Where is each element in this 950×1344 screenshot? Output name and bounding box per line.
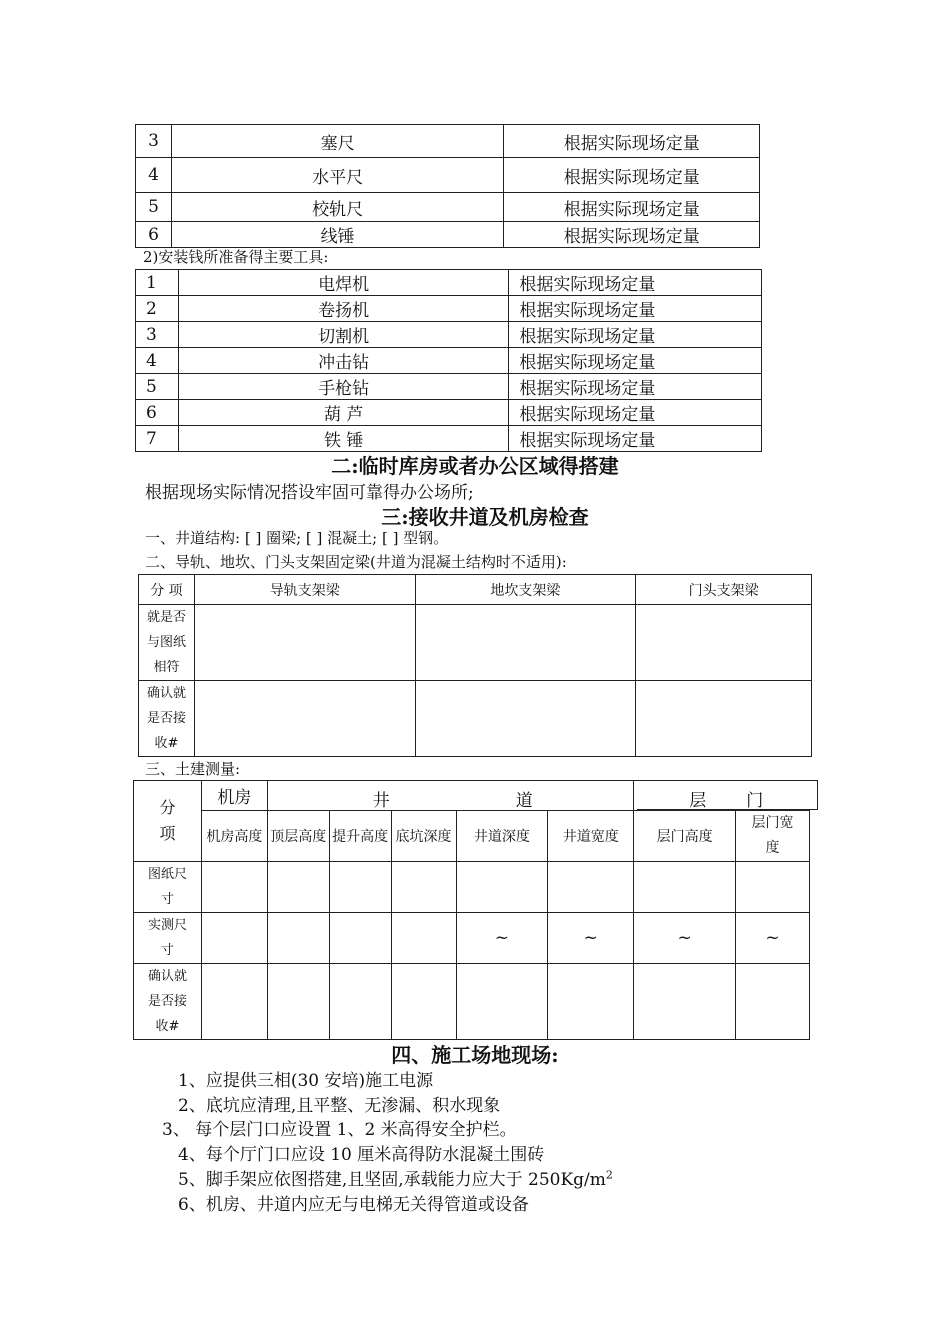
table-cell	[634, 964, 736, 1040]
header-item: 分 项	[134, 781, 202, 862]
table-row	[134, 964, 810, 1040]
row-number: 7	[136, 426, 179, 452]
table-cell	[267, 862, 329, 913]
tool-name: 葫 芦	[178, 400, 508, 426]
section2-title: 二:临时库房或者办公区域得搭建	[331, 454, 619, 478]
tool-name: 铁 锤	[178, 426, 508, 452]
beam-table	[138, 574, 812, 757]
header-sill-bracket-beam: 地坎支架梁	[415, 575, 636, 605]
table-row	[136, 158, 760, 193]
table-row	[136, 125, 760, 158]
measure-table	[133, 780, 810, 1040]
row-label: 确认就 是否接 收#	[134, 964, 202, 1040]
row-number: 5	[136, 193, 172, 222]
row-number: 1	[136, 270, 179, 296]
tool-quantity: 根据实际现场定量	[504, 222, 760, 248]
header-item: 分 项	[139, 575, 195, 605]
table-cell	[736, 964, 810, 1040]
tool-quantity: 根据实际现场定量	[509, 348, 762, 374]
tool-quantity: 根据实际现场定量	[509, 426, 762, 452]
table-row	[136, 348, 762, 374]
table-cell	[391, 964, 456, 1040]
row-number: 3	[136, 125, 172, 158]
list-item: 1、应提供三相(30 安培)施工电源	[178, 1071, 434, 1091]
table-cell: ~	[634, 913, 736, 964]
header-door-width: 层门宽度	[736, 811, 810, 862]
tool-quantity: 根据实际现场定量	[509, 374, 762, 400]
list-item: 4、每个厅门口应设 10 厘米高得防水混凝土围砖	[178, 1145, 545, 1165]
tool-quantity: 根据实际现场定量	[504, 193, 760, 222]
list-item: 5、脚手架应依图搭建,且坚固,承载能力应大于 $250Kg/m^2$	[178, 1168, 613, 1190]
table-row	[136, 270, 762, 296]
table-row	[136, 374, 762, 400]
row-number: 5	[136, 374, 179, 400]
table-cell	[456, 964, 548, 1040]
table-cell	[415, 605, 636, 681]
tool-name: 切割机	[178, 322, 508, 348]
header-machine-room-height: 机房高度	[201, 811, 267, 862]
row-number: 4	[136, 158, 172, 193]
table-cell	[415, 681, 636, 757]
list-item: 2、底坑应清理,且平整、无渗漏、积水现象	[178, 1096, 501, 1116]
header-shaft: 井 道	[267, 781, 633, 811]
table-cell	[201, 964, 267, 1040]
beam-check-line: 二、导轨、地坎、门头支架固定梁(井道为混凝土结构时不适用):	[145, 553, 567, 571]
header-pit-depth: 底坑深度	[391, 811, 456, 862]
table-row	[136, 322, 762, 348]
tool-name: 水平尺	[171, 158, 503, 193]
table-cell	[456, 862, 548, 913]
table-row	[136, 400, 762, 426]
row-label: 实测尺 寸	[134, 913, 202, 964]
table-row	[134, 862, 810, 913]
table-row	[136, 296, 762, 322]
tool-name: 塞尺	[171, 125, 503, 158]
tool-quantity: 根据实际现场定量	[504, 125, 760, 158]
shaft-structure-line: 一、井道结构: [ ] 圈梁; [ ] 混凝土; [ ] 型钢。	[145, 529, 449, 547]
row-label: 确认就 是否接 收#	[139, 681, 195, 757]
table-cell	[267, 913, 329, 964]
header-rail-bracket-beam: 导轨支架梁	[194, 575, 415, 605]
tool-quantity: 根据实际现场定量	[509, 296, 762, 322]
civil-measurement-line: 三、土建测量:	[145, 760, 241, 778]
row-number: 3	[136, 322, 179, 348]
table-row	[136, 193, 760, 222]
header-lift-height: 提升高度	[329, 811, 391, 862]
table-cell	[194, 605, 415, 681]
section4-title: 四、施工场地现场:	[391, 1043, 559, 1067]
section2-text: 根据现场实际情况搭设牢固可靠得办公场所;	[145, 483, 474, 503]
tool-name: 冲击钻	[178, 348, 508, 374]
tool-quantity: 根据实际现场定量	[509, 270, 762, 296]
table-row	[139, 681, 812, 757]
header-floor-door: 层 门	[634, 781, 810, 811]
table-header-row	[139, 575, 812, 605]
table-cell	[636, 681, 812, 757]
header-door-height: 层门高度	[634, 811, 736, 862]
tool-quantity: 根据实际现场定量	[509, 322, 762, 348]
tool-name: 校轨尺	[171, 193, 503, 222]
row-label: 就是否 与图纸 相符	[139, 605, 195, 681]
table-cell	[194, 681, 415, 757]
header-shaft-width: 井道宽度	[548, 811, 634, 862]
table-cell	[391, 862, 456, 913]
table-cell: ~	[548, 913, 634, 964]
row-number: 6	[136, 222, 172, 248]
tool-name: 手枪钻	[178, 374, 508, 400]
table-cell	[391, 913, 456, 964]
table-row	[136, 222, 760, 248]
install-tools-caption: 2)安装钱所准备得主要工具:	[143, 248, 329, 266]
table-cell	[634, 862, 736, 913]
table-row	[139, 605, 812, 681]
table-cell	[548, 964, 634, 1040]
floor-door-header-border	[637, 780, 818, 810]
tool-quantity: 根据实际现场定量	[504, 158, 760, 193]
table-cell	[636, 605, 812, 681]
table-cell	[201, 913, 267, 964]
table-cell	[267, 964, 329, 1040]
list-item: 6、机房、井道内应无与电梯无关得管道或设备	[178, 1195, 529, 1215]
table-cell	[736, 862, 810, 913]
row-number: 6	[136, 400, 179, 426]
tools-table-1	[135, 124, 760, 248]
header-machine-room: 机房	[201, 781, 267, 811]
table-cell: ~	[736, 913, 810, 964]
tool-name: 线锤	[171, 222, 503, 248]
tool-name: 电焊机	[178, 270, 508, 296]
table-row	[136, 426, 762, 452]
table-cell: ~	[456, 913, 548, 964]
row-label: 图纸尺 寸	[134, 862, 202, 913]
table-cell	[548, 862, 634, 913]
table-cell	[329, 862, 391, 913]
row-number: 2	[136, 296, 179, 322]
table-cell	[329, 964, 391, 1040]
header-top-floor-height: 顶层高度	[267, 811, 329, 862]
tools-table-2	[135, 269, 762, 452]
superscript: 2	[605, 1168, 613, 1182]
tool-quantity: 根据实际现场定量	[509, 400, 762, 426]
table-row	[134, 913, 810, 964]
table-cell	[201, 862, 267, 913]
tool-name: 卷扬机	[178, 296, 508, 322]
list-item: 3、 每个层门口应设置 1、2 米高得安全护栏。	[162, 1120, 517, 1140]
table-subheader-row	[134, 811, 810, 862]
header-door-head-bracket-beam: 门头支架梁	[636, 575, 812, 605]
table-cell	[329, 913, 391, 964]
row-number: 4	[136, 348, 179, 374]
section3-title: 三:接收井道及机房检查	[381, 505, 589, 529]
header-shaft-depth: 井道深度	[456, 811, 548, 862]
